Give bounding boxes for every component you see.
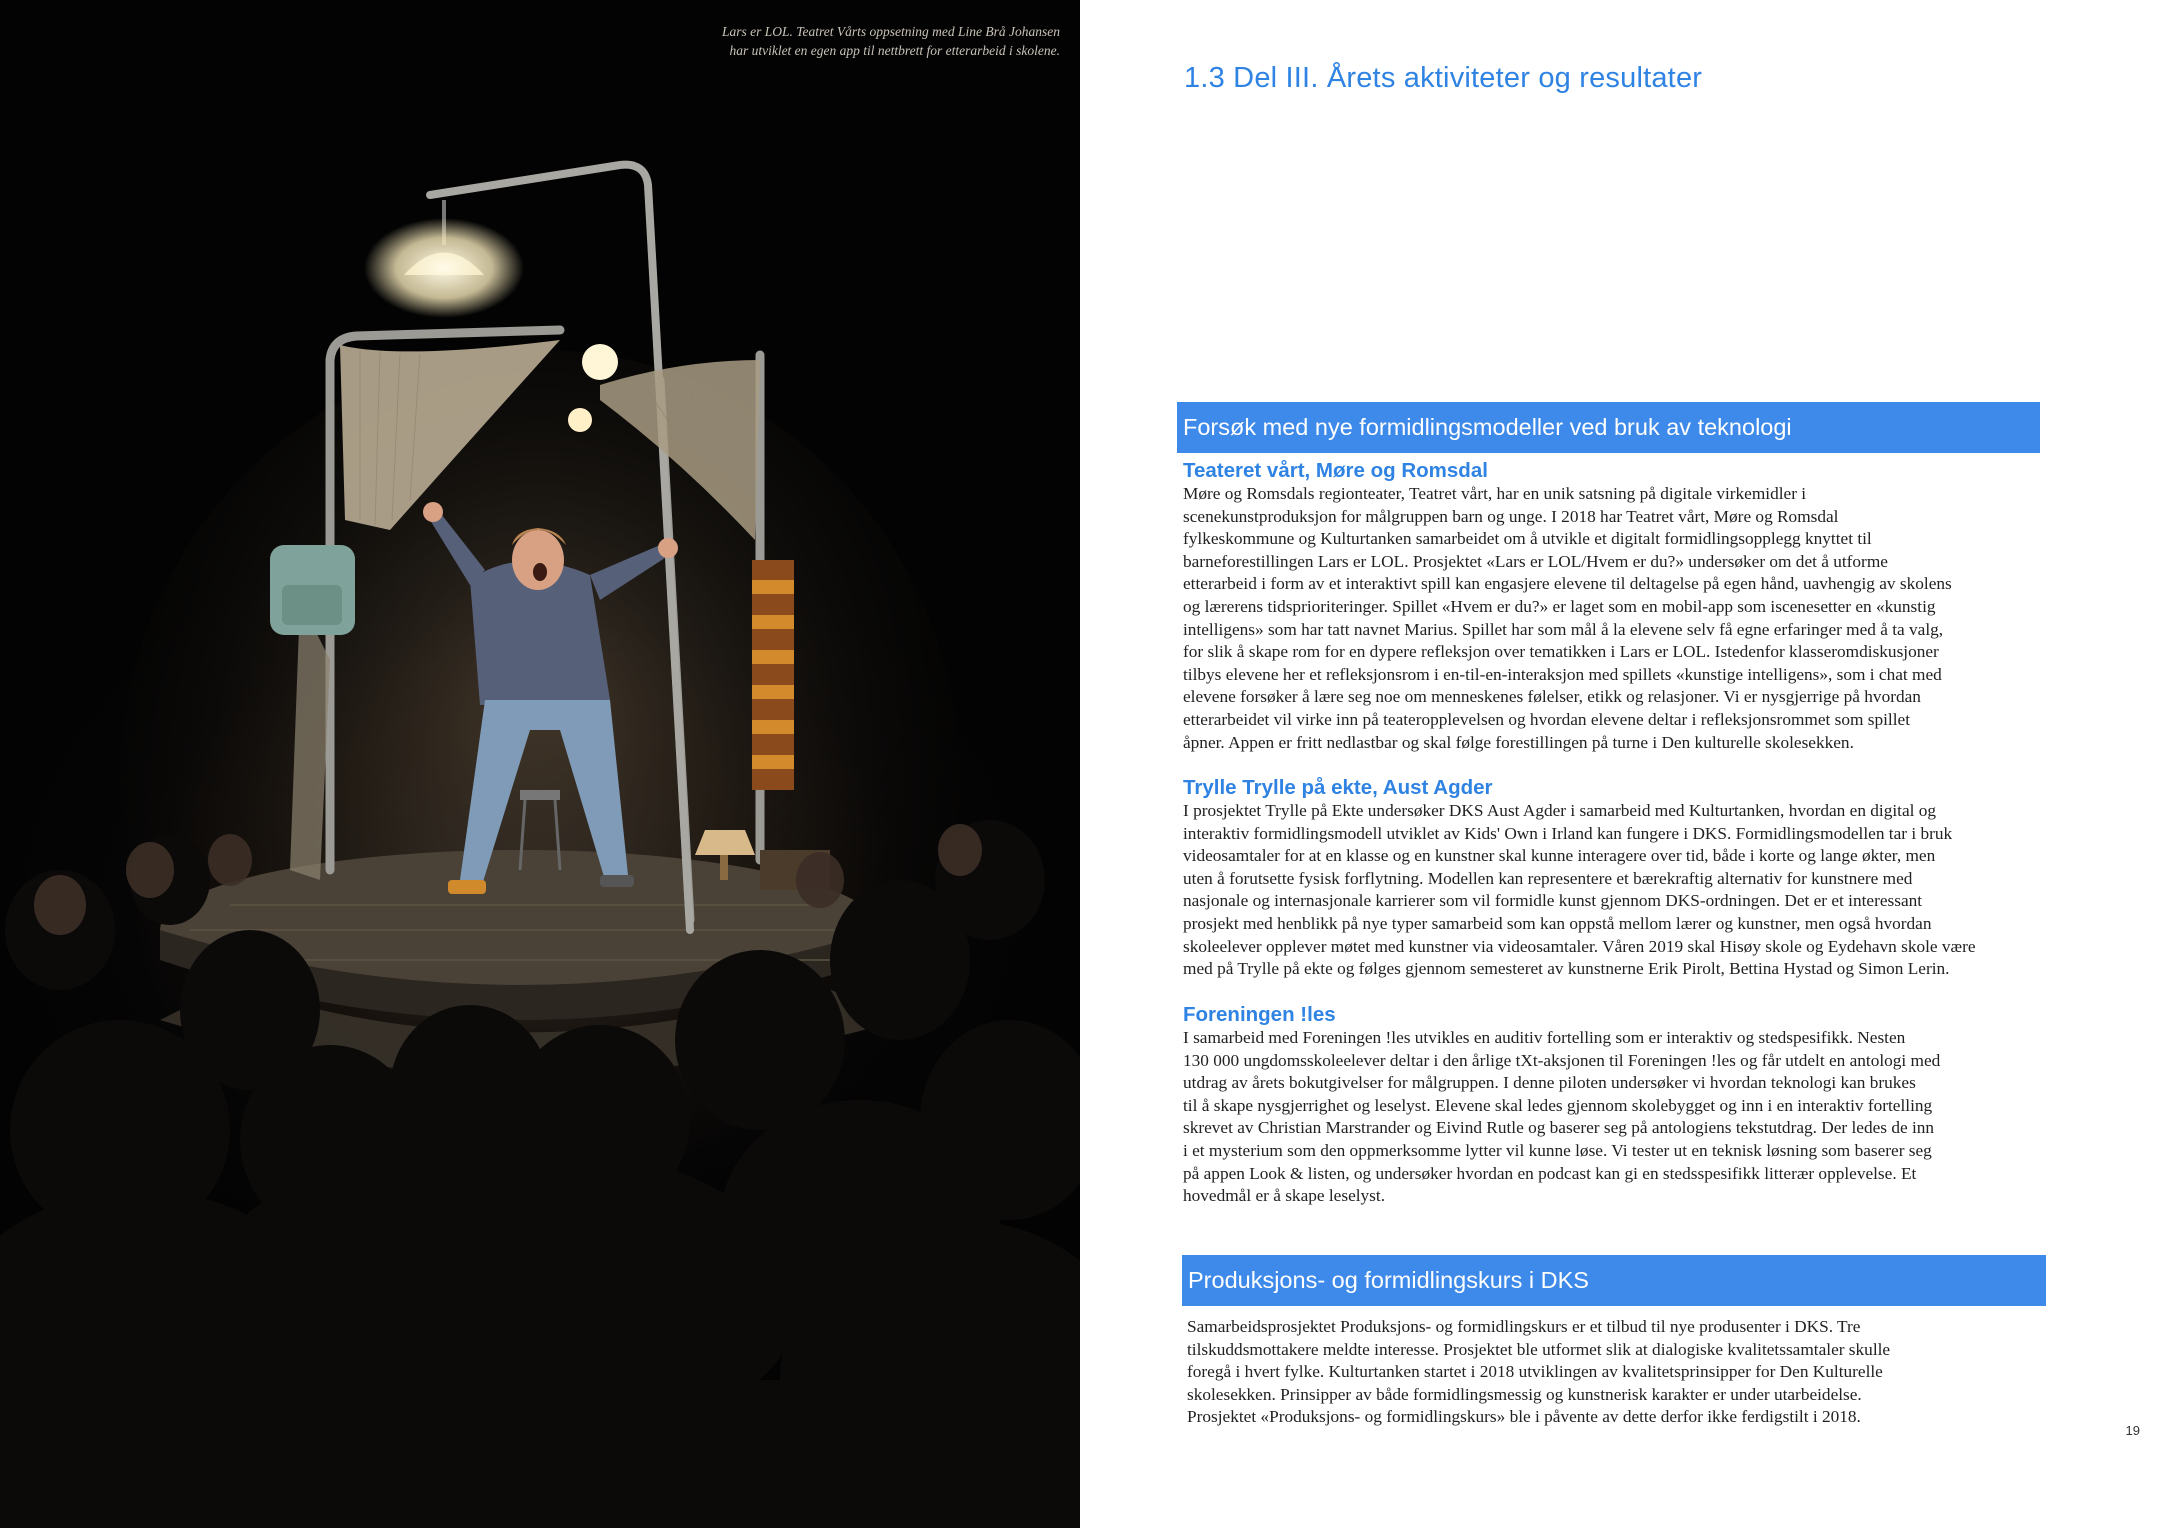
section-banner-technology: Forsøk med nye formidlingsmodeller ved bruk av teknologi — [1177, 402, 2040, 453]
paragraph — [1183, 800, 2083, 981]
table-lamp — [695, 830, 755, 855]
text-line: skolesekken. Prinsipper av både formidlingsmessig og kunstnerisk karakter er under utarbeidelse. — [1187, 1384, 1862, 1404]
text-line: 130 000 ungdomsskoleelever deltar i den årlige tXt-aksjonen til Foreningen !les og får utdelt en antologi med — [1183, 1050, 1941, 1070]
text-line: foregå i hvert fylke. Kulturtanken startet i 2018 utviklingen av kvalitetsprinsipper for Den Kulturelle — [1187, 1362, 1883, 1382]
text-line: og lærerens tidsprioriteringer. Spillet «Hvem er du?» er laget som en mobil-app som iscenesetter en «kunstig — [1183, 596, 1936, 616]
text-line: skrevet av Christian Marstrander og Eivind Rutle og baserer seg på antologiens tekstutdrag. Der ledes de inn — [1183, 1118, 1935, 1138]
section-teateret-vart — [1183, 459, 2083, 754]
chapter-title: 1.3 Del III. Årets aktiviteter og resultater — [1184, 62, 1703, 94]
photo-caption — [640, 22, 1060, 60]
section-trylle — [1183, 776, 2083, 981]
section-heading: Trylle Trylle på ekte, Aust Agder — [1183, 776, 1493, 799]
caption-line: Lars er LOL. Teatret Vårts oppsetning med Line Brå Johansen — [721, 24, 1060, 39]
section-heading: Foreningen !les — [1183, 1003, 1336, 1026]
text-line: på appen Look & listen, og undersøker hvordan en podcast kan gi en stedsspesifikk litterær opplevelse. Et — [1183, 1163, 1917, 1183]
text-line: etterarbeid i form av et interaktivt spill kan engasjere elevene til deltagelse på egen hånd, uavhengig av skolens — [1183, 574, 1952, 594]
text-line: intelligens» som har tatt navnet Marius. Spillet har som mål å la elevene selv få egne erfaringer med å ta valg, — [1183, 619, 1944, 639]
text-line: Samarbeidsprosjektet Produksjons- og formidlingskurs er et tilbud til nye produsenter i DKS. Tre — [1187, 1317, 1861, 1336]
text-line: barneforestillingen Lars er LOL. Prosjektet «Lars er LOL/Hvem er du?» undersøker om det å utforme — [1183, 551, 1888, 571]
spot-light-2 — [568, 408, 592, 432]
section-produksjonskurs — [1187, 1316, 2087, 1429]
text-line: I samarbeid med Foreningen !les utvikles en auditiv fortelling som er interaktiv og stedspesifikk. Nesten — [1183, 1028, 1906, 1047]
text-line: interaktiv formidlingsmodell utviklet av Kids' Own i Irland kan fungere i DKS. Formidlingsmodellen tar i bruk — [1183, 823, 1953, 843]
paragraph — [1187, 1316, 2087, 1429]
text-line: utdrag av årets bokutgivelser for målgruppen. I denne piloten undersøker vi hvordan teknologi kan brukes — [1183, 1073, 1916, 1093]
section-banner-kurs: Produksjons- og formidlingskurs i DKS — [1182, 1255, 2046, 1306]
text-line: videosamtaler for at en klasse og en kunstner skal kunne interagere over tid, både i korte og lange økter, men — [1183, 846, 1936, 866]
text-line: i et mysterium som den oppmerksomme lytter vil kunne løse. Vi tester ut en teknisk løsning som baserer seg — [1183, 1140, 1932, 1160]
text-line: til å skape nysgjerrighet og leselyst. Elevene skal ledes gjennom skolebygget og inn i en interaktiv fortelling — [1183, 1095, 1933, 1115]
text-line: Prosjektet «Produksjons- og formidlingskurs» ble i påvente av dette derfor ikke ferdigstilt i 2018. — [1187, 1407, 1861, 1427]
section-heading: Teateret vårt, Møre og Romsdal — [1183, 459, 1488, 482]
text-line: nasjonale og internasjonale karrierer som vil formidle kunst gjennom DKS-ordningen. Det er et interessant — [1183, 891, 1923, 911]
text-line: scenekunstproduksjon for målgruppen barn og unge. I 2018 har Teatret vårt, Møre og Romsdal — [1183, 506, 1839, 526]
text-line: med på Trylle på ekte og følges gjennom semesteret av kunstnerne Erik Pirolt, Bettina Hystad og Simon Lerin. — [1183, 959, 1950, 979]
text-line: tilskuddsmottakere meldte interesse. Prosjektet ble utformet slik at dialogiske kvalitetssamtaler skulle — [1187, 1339, 1891, 1359]
text-line: fylkeskommune og Kulturtanken samarbeidet om å utvikle et digitalt formidlingsopplegg knyttet til — [1183, 529, 1872, 549]
text-line: prosjekt med henblikk på nye typer samarbeid som kan oppstå mellom lærer og kunstner, men også hvordan — [1183, 913, 1932, 933]
text-line: for slik å skape rom for en dypere refleksjon over tematikken i Lars er LOL. Istedenfor klasseromdiskusjoner — [1183, 642, 1939, 662]
lamp-glow — [364, 218, 524, 318]
text-line: etterarbeidet vil virke inn på teateropplevelsen og hvordan elevene deltar i refleksjonsrommet som spillet — [1183, 709, 1911, 729]
page-number: 19 — [2125, 1423, 2140, 1438]
spot-light-1 — [582, 344, 618, 380]
text-line: uten å forutsette fysisk forflytning. Modellen kan representere et bærekraftig alternativ for kunstnere med — [1183, 868, 1913, 888]
paragraph — [1183, 483, 2083, 754]
text-line: I prosjektet Trylle på Ekte undersøker DKS Aust Agder i samarbeid med Kulturtanken, hvordan en digital og — [1183, 801, 1937, 820]
text-line: tilbys elevene her et refleksjonsrom i en-til-en-interaksjon med spillets «kunstige intelligens», som i chat med — [1183, 664, 1942, 684]
text-line: hovedmål er å skape leselyst. — [1183, 1186, 1386, 1206]
paragraph — [1183, 1027, 2083, 1208]
section-foreningen-les — [1183, 1003, 2083, 1208]
text-line: Møre og Romsdals regionteater, Teatret vårt, har en unik satsning på digitale virkemidler i — [1183, 484, 1807, 503]
text-line: skoleelever opplever møtet med kunstner via videosamtaler. Våren 2019 skal Hisøy skole og Eydehavn skole være — [1183, 936, 1976, 956]
text-line: åpner. Appen er fritt nedlastbar og skal følge forestillingen på turne i Den kulturelle skolesekken. — [1183, 732, 1854, 752]
text-line: elevene forsøker å lære seg noe om menneskenes følelser, etikk og relasjoner. Vi er nysgjerrige på hvordan — [1183, 687, 1921, 707]
text-page — [1080, 0, 2160, 1528]
caption-line: har utviklet en egen app til nettbrett for etterarbeid i skolene. — [729, 43, 1060, 58]
